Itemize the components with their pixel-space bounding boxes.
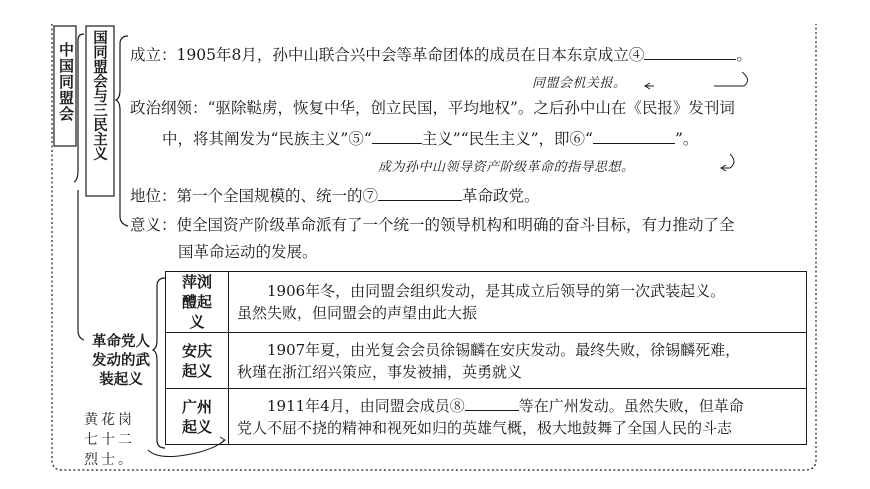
martyrs-note-line-3: 烈士。: [84, 452, 135, 468]
significance-line-2: 国革命运动的发展。: [178, 243, 318, 261]
table-row: [166, 389, 807, 445]
uprising-desc-line-1: 1911年4月，由同盟会成员⑧ 等在广州发动。虽然失败，但革命: [267, 396, 744, 415]
significance-label: 意义：: [130, 216, 177, 234]
uprising-desc-line-2: 秋瑾在浙江绍兴策应，事发被捕，英勇就义: [237, 362, 523, 381]
program-text-2a: 中，将其阐发为“民族主义”⑤“: [162, 130, 372, 148]
martyrs-note-line-2: 七十二: [84, 432, 135, 448]
uprising-desc: [229, 389, 807, 445]
uprising-desc: [229, 333, 807, 389]
status-line: [130, 185, 540, 206]
program-note: 成为孙中山领导资产阶级革命的指导思想。: [378, 160, 635, 175]
blank-8: [465, 395, 519, 411]
uprising-name: 安庆起义: [166, 333, 229, 389]
section-title: 中国同盟会: [57, 42, 75, 122]
martyrs-note-line-1: 黄花岗: [84, 412, 135, 428]
uprising-desc-line-2: 虽然失败，但同盟会的声望由此大振: [237, 304, 478, 322]
uprising-name: 萍浏醴起义: [166, 272, 229, 333]
program-text-1: “驱除鞑虏，恢复中华，创立民国，平均地权”。之后孙中山在《民报》发刊词: [207, 99, 735, 117]
program-text-2b: 主义”“民生主义”，即⑥“: [421, 130, 593, 148]
table-row: [166, 333, 807, 389]
table-row: [166, 272, 807, 333]
program-text-2c: ”。: [674, 130, 699, 148]
martyrs-note: [84, 410, 135, 470]
significance-text-1: 使全国资产阶级革命派有了一个统一的领导机构和明确的奋斗目标，有力推动了全: [176, 216, 735, 234]
branch-title-alliance: 国同盟会与三民主义: [91, 30, 107, 161]
founding-text: 1905年8月，孙中山联合兴中会等革命团体的成员在日本东京成立④: [176, 46, 645, 64]
founding-tail: 。: [736, 46, 752, 64]
uprising-desc-line-2: 党人不屈不挠的精神和视死如归的英雄气概，极大地鼓舞了全国人民的斗志: [237, 418, 733, 437]
founding-line: [130, 44, 752, 65]
blank-4: [644, 44, 736, 60]
uprising-desc-line-1: 1907年夏，由光复会会员徐锡麟在安庆发动。最终失败，徐锡麟死难，: [267, 340, 741, 359]
significance-line-1: [130, 215, 735, 235]
uprising-desc: [229, 272, 807, 333]
status-text-b: 革命政党。: [462, 187, 540, 205]
status-label: 地位：: [130, 187, 177, 205]
blank-6: [593, 128, 675, 144]
founding-note: 同盟会机关报。: [532, 76, 627, 91]
branch-title-uprisings: 革命党人发动的武装起义: [92, 334, 150, 388]
blank-5: [372, 128, 422, 144]
status-text-a: 第一个全国规模的、统一的⑦: [176, 187, 379, 205]
uprising-desc-line-1: 1906年冬，由同盟会组织发动，是其成立后领导的第一次武装起义。: [267, 282, 726, 300]
blank-7: [378, 185, 462, 201]
program-line-2: [162, 128, 698, 149]
uprising-name: 广州起义: [166, 389, 229, 445]
program-line-1: [130, 98, 735, 118]
uprisings-table: [165, 271, 807, 445]
program-label: 政治纲领：: [130, 99, 208, 117]
founding-label: 成立：: [130, 46, 177, 64]
